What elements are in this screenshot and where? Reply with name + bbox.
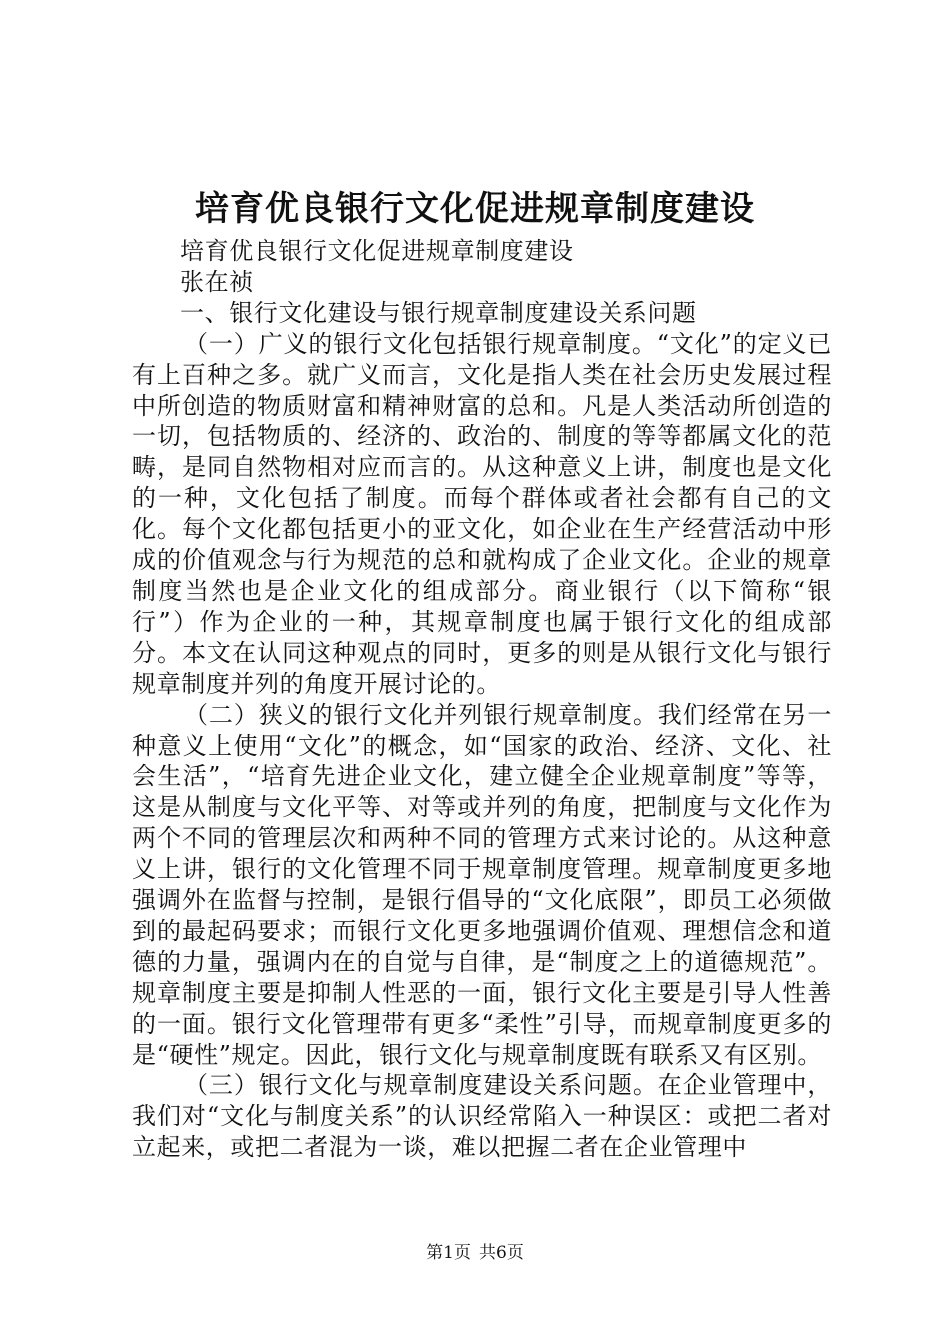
- document-author: 张在祯: [180, 267, 254, 296]
- paragraph-1: （一）广义的银行文化包括银行规章制度。“文化”的定义已有上百种之多。就广义而言，文化是指人类在社会历史发展过程中所创造的物质财富和精神财富的总和。凡是人类活动所创造的一切，包括物质的、经济的、政治的、制度的等等都属文化的范畴，是同自然物相对应而言的。从这种意义上讲，制度也是文化的一种，文化包括了制度。而每个群体或者社会都有自己的文化。每个文化都包括更小的亚文化，如企业在生产经营活动中形成的价值观念与行为规范的总和就构成了企业文化。企业的规章制度当然也是企业文化的组成部分。商业银行（以下简称“银行”）作为企业的一种，其规章制度也属于银行文化的组成部分。本文在认同这种观点的同时，更多的则是从银行文化与银行规章制度并列的角度开展讨论的。: [132, 329, 832, 698]
- document-title: 培育优良银行文化促进规章制度建设: [195, 189, 755, 229]
- page-footer: [0, 1242, 950, 1264]
- document-body: [132, 236, 832, 1163]
- document-subtitle: 培育优良银行文化促进规章制度建设: [180, 237, 574, 265]
- paragraph-3: （三）银行文化与规章制度建设关系问题。在企业管理中，我们对“文化与制度关系”的认识经常陷入一种误区：或把二者对立起来，或把二者混为一谈，难以把握二者在企业管理中: [132, 1071, 832, 1162]
- section-heading: 一、银行文化建设与银行规章制度建设关系问题: [180, 298, 697, 327]
- paragraph-2: （二）狭义的银行文化并列银行规章制度。我们经常在另一种意义上使用“文化”的概念，如“国家的政治、经济、文化、社会生活”，“培育先进企业文化，建立健全企业规章制度”等等，这是从制度与文化平等、对等或并列的角度，把制度与文化作为两个不同的管理层次和两种不同的管理方式来讨论的。从这种意义上讲，银行的文化管理不同于规章制度管理。规章制度更多地强调外在监督与控制，是银行倡导的“文化底限”，即员工必须做到的最起码要求；而银行文化更多地强调价值观、理想信念和道德的力量，强调内在的自觉与自律，是“制度之上的道德规范”。规章制度主要是抑制人性恶的一面，银行文化主要是引导人性善的一面。银行文化管理带有更多“柔性”引导，而规章制度更多的是“硬性”规定。因此，银行文化与规章制度既有联系又有区别。: [132, 700, 832, 1069]
- page-number: 第1页: [426, 1243, 471, 1263]
- page-total: 共6页: [479, 1243, 524, 1263]
